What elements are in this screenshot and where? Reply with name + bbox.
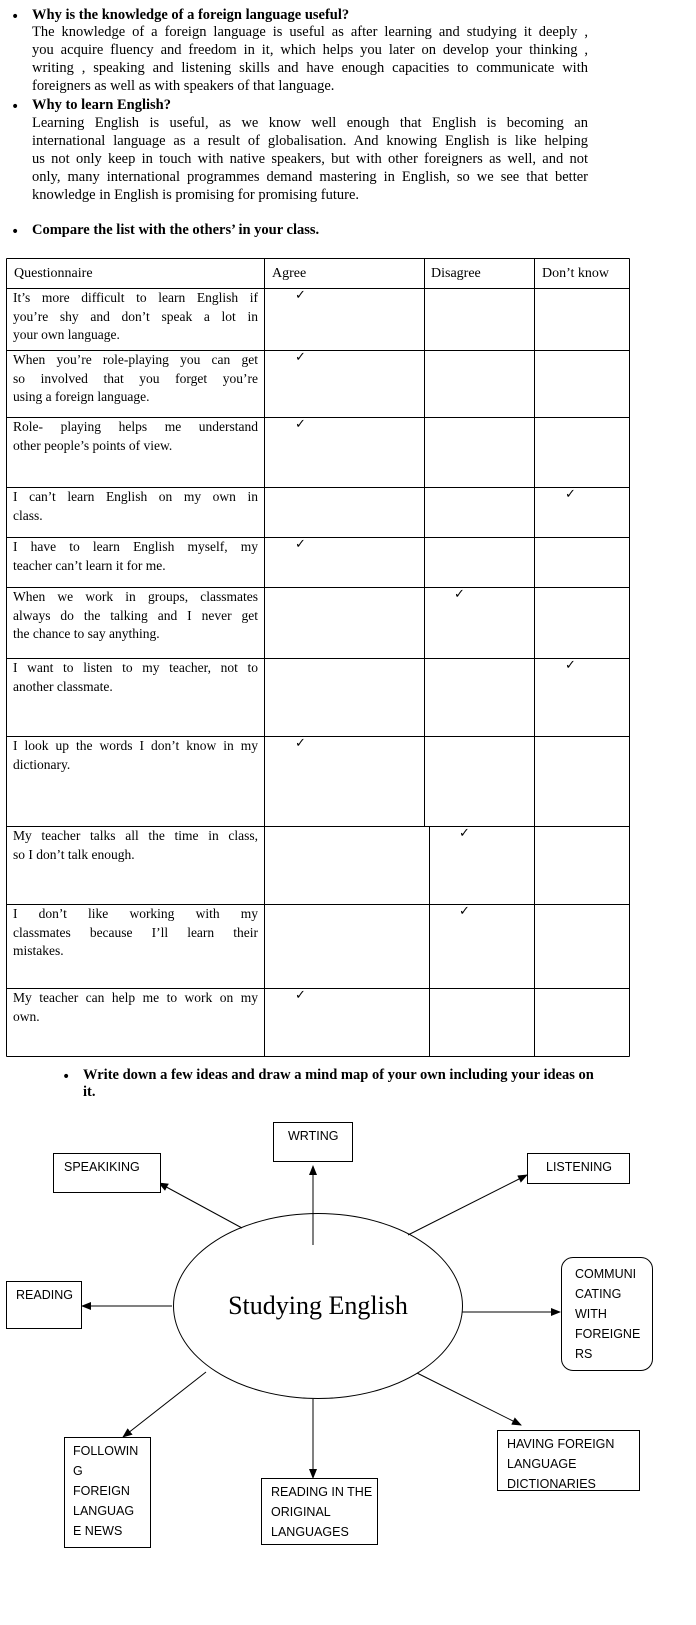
statement-line: using a foreign language. (13, 389, 150, 404)
statement-line: mistakes. (13, 943, 64, 958)
arrow-speaking (159, 1183, 242, 1228)
statement-line: so I don’t talk enough. (13, 846, 135, 862)
check-mark-icon: ✓ (295, 288, 306, 303)
arrow-listening (408, 1175, 527, 1235)
node-communicating (561, 1257, 653, 1371)
bullet: • (11, 9, 20, 25)
mindmap-instruction-line: Write down a few ideas and draw a mind map of your own including your ideas on (83, 1067, 594, 1083)
statement-line: Role- playing helps me understand (13, 419, 258, 434)
section2-line: only, many international programmes demand mastering in English, so we see that better (32, 169, 588, 185)
statement-line: My teacher talks all the time in class, (13, 828, 258, 843)
check-mark-icon: ✓ (454, 587, 465, 602)
section2-line: knowledge in English is promising for promising future. (32, 187, 360, 203)
bullet: • (62, 1069, 71, 1085)
check-mark-icon: ✓ (459, 826, 470, 841)
node-reading-original-label: READING IN THE ORIGINAL LANGUAGES (271, 1485, 373, 1539)
node-reading (6, 1281, 82, 1329)
statement-line: class. (13, 507, 43, 523)
node-dictionaries (497, 1430, 640, 1491)
node-following (64, 1437, 151, 1548)
bullet: • (11, 99, 20, 115)
bullet: • (11, 224, 20, 240)
table-header-cell: Agree (272, 266, 307, 281)
statement-line: your own language. (13, 327, 120, 342)
table-header-cell: Disagree (431, 266, 481, 281)
statement-line: When we work in groups, classmates (13, 589, 258, 604)
mindmap-instruction-line: it. (83, 1084, 96, 1100)
node-communicating-label: COMMUNI CATING WITH FOREIGNE RS (575, 1267, 641, 1361)
table-header-cell: Don’t know (542, 266, 610, 281)
statement-line: another classmate. (13, 678, 113, 694)
check-mark-icon: ✓ (295, 417, 306, 432)
check-mark-icon: ✓ (295, 988, 306, 1003)
statement-line: I can’t learn English on my own in (13, 489, 258, 504)
section2-line: us not only keep in touch with native speakers, but with other foreigners as well, and not (32, 151, 588, 167)
node-listening-label: LISTENING (546, 1160, 612, 1174)
statement-line: I look up the words I don’t know in my (13, 738, 258, 753)
arrow-following (123, 1372, 206, 1437)
node-reading-label: READING (16, 1288, 73, 1302)
node-writing (273, 1122, 353, 1162)
statement-line: My teacher can help me to work on my (13, 990, 258, 1005)
section2-heading: Why to learn English? (32, 97, 171, 113)
statement-line: When you’re role-playing you can get (13, 352, 258, 367)
statement-line: the chance to say anything. (13, 626, 160, 641)
statement-line: I don’t like working with my (13, 906, 258, 921)
node-speaking-label: SPEAKIKING (64, 1160, 140, 1174)
section1-line: you acquire fluency and freedom in it, which helps you later on develop your thinking , (32, 42, 588, 58)
statement-line: own. (13, 1008, 40, 1024)
section1-line: writing , speaking and listening skills and have enough capacities to communicate with (32, 60, 588, 76)
table-header-cell: Questionnaire (14, 266, 93, 281)
node-speaking (53, 1153, 161, 1193)
node-following-label: FOLLOWIN G FOREIGN LANGUAG E NEWS (73, 1444, 139, 1538)
arrow-dictionaries (417, 1373, 521, 1425)
check-mark-icon: ✓ (565, 658, 576, 673)
node-writing-label: WRTING (288, 1129, 339, 1143)
statement-line: dictionary. (13, 756, 71, 772)
statement-line: teacher can’t learn it for me. (13, 557, 166, 573)
check-mark-icon: ✓ (295, 736, 306, 751)
statement-line: classmates because I’ll learn their (13, 924, 258, 940)
statement-line: I have to learn English myself, my (13, 539, 258, 554)
statement-line: you’re shy and don’t speak a lot in (13, 308, 258, 324)
statement-line: other people’s points of view. (13, 437, 173, 453)
statement-line: It’s more difficult to learn English if (13, 290, 258, 305)
center-label: Studying English (228, 1291, 408, 1320)
check-mark-icon: ✓ (295, 350, 306, 365)
check-mark-icon: ✓ (295, 537, 306, 552)
check-mark-icon: ✓ (459, 904, 470, 919)
statement-line: so involved that you forget you’re (13, 370, 258, 386)
section1-line: The knowledge of a foreign language is useful as after learning and studying it deeply , (32, 24, 588, 40)
section1-line: foreigners as well as with speakers of that language. (32, 78, 335, 94)
node-dictionaries-label: HAVING FOREIGN LANGUAGE DICTIONARIES (507, 1437, 615, 1491)
compare-heading: Compare the list with the others’ in your class. (32, 222, 320, 238)
statement-line: always do the talking and I never get (13, 607, 258, 623)
node-listening (527, 1153, 630, 1184)
statement-line: I want to listen to my teacher, not to (13, 660, 258, 675)
section2-line: Learning English is useful, as we know well enough that English is becoming an (32, 115, 588, 131)
section1-heading: Why is the knowledge of a foreign language useful? (32, 7, 350, 23)
node-reading-original (261, 1478, 378, 1545)
check-mark-icon: ✓ (565, 487, 576, 502)
section2-line: international language as a result of globalisation. And knowing English is like helping (32, 133, 588, 149)
